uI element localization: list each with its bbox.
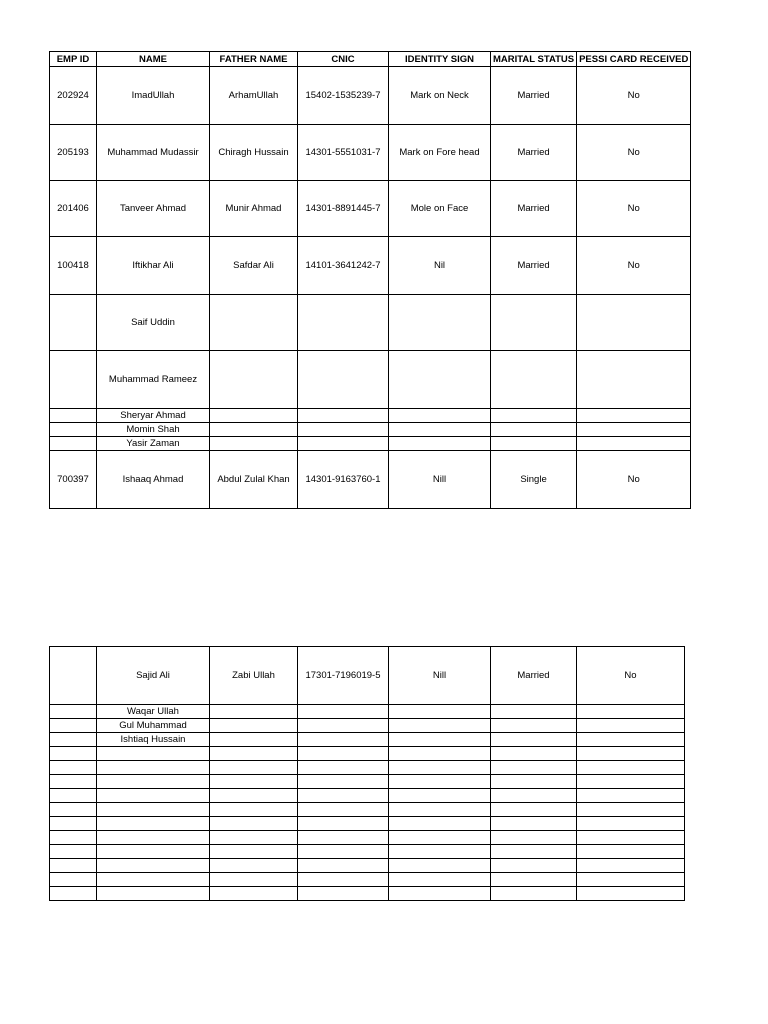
cell-identity-sign xyxy=(389,845,491,859)
cell-father-name: Munir Ahmad xyxy=(210,181,298,237)
cell-identity-sign xyxy=(389,719,491,733)
cell-name: Gul Muhammad xyxy=(97,719,210,733)
cell-identity-sign xyxy=(389,775,491,789)
cell-emp-id xyxy=(50,351,97,409)
table-row xyxy=(50,647,685,705)
cell-cnic xyxy=(298,831,389,845)
cell-identity-sign xyxy=(389,873,491,887)
cell-cnic xyxy=(298,423,389,437)
cell-identity-sign xyxy=(389,351,491,409)
cell-pessi-card-received xyxy=(577,761,685,775)
cell-identity-sign: Nill xyxy=(389,647,491,705)
cell-marital-status xyxy=(491,873,577,887)
cell-identity-sign xyxy=(389,817,491,831)
cell-marital-status xyxy=(491,845,577,859)
cell-pessi-card-received xyxy=(577,351,691,409)
table-row xyxy=(50,887,685,901)
cell-name xyxy=(97,873,210,887)
cell-father-name xyxy=(210,705,298,719)
cell-pessi-card-received xyxy=(577,789,685,803)
cell-cnic xyxy=(298,873,389,887)
cell-father-name xyxy=(210,437,298,451)
cell-marital-status: Single xyxy=(491,451,577,509)
cell-cnic: 14301-8891445-7 xyxy=(298,181,389,237)
cell-cnic xyxy=(298,817,389,831)
cell-emp-id: 100418 xyxy=(50,237,97,295)
cell-identity-sign xyxy=(389,887,491,901)
cell-name xyxy=(97,747,210,761)
cell-identity-sign xyxy=(389,295,491,351)
table-row xyxy=(50,719,685,733)
table-row xyxy=(50,437,691,451)
cell-emp-id xyxy=(50,887,97,901)
cell-pessi-card-received xyxy=(577,733,685,747)
cell-marital-status xyxy=(491,747,577,761)
cell-name: Sajid Ali xyxy=(97,647,210,705)
cell-identity-sign xyxy=(389,733,491,747)
cell-father-name: Abdul Zulal Khan xyxy=(210,451,298,509)
table-row xyxy=(50,789,685,803)
cell-emp-id xyxy=(50,295,97,351)
cell-marital-status xyxy=(491,831,577,845)
cell-emp-id xyxy=(50,733,97,747)
table-row xyxy=(50,67,691,125)
cell-name: Tanveer Ahmad xyxy=(97,181,210,237)
header-father-name: FATHER NAME xyxy=(210,52,298,67)
cell-cnic xyxy=(298,719,389,733)
cell-identity-sign: Nil xyxy=(389,237,491,295)
cell-marital-status xyxy=(491,705,577,719)
cell-marital-status: Married xyxy=(491,181,577,237)
header-pessi-card-received: PESSI CARD RECEIVED xyxy=(577,52,691,67)
cell-pessi-card-received xyxy=(577,887,685,901)
cell-identity-sign: Mole on Face xyxy=(389,181,491,237)
table-row xyxy=(50,295,691,351)
cell-identity-sign xyxy=(389,789,491,803)
cell-pessi-card-received xyxy=(577,295,691,351)
cell-emp-id xyxy=(50,747,97,761)
cell-marital-status xyxy=(491,775,577,789)
cell-marital-status xyxy=(491,817,577,831)
cell-cnic xyxy=(298,351,389,409)
table-row xyxy=(50,873,685,887)
cell-emp-id xyxy=(50,775,97,789)
cell-identity-sign: Nill xyxy=(389,451,491,509)
employee-table-continued xyxy=(49,646,685,901)
cell-cnic: 14101-3641242-7 xyxy=(298,237,389,295)
cell-identity-sign xyxy=(389,747,491,761)
cell-emp-id xyxy=(50,817,97,831)
cell-cnic xyxy=(298,747,389,761)
cell-name: Momin Shah xyxy=(97,423,210,437)
cell-pessi-card-received xyxy=(577,747,685,761)
cell-identity-sign xyxy=(389,761,491,775)
cell-identity-sign xyxy=(389,423,491,437)
table-row xyxy=(50,733,685,747)
cell-pessi-card-received xyxy=(577,437,691,451)
cell-emp-id: 700397 xyxy=(50,451,97,509)
cell-father-name xyxy=(210,873,298,887)
table-row xyxy=(50,859,685,873)
cell-name: ImadUllah xyxy=(97,67,210,125)
table-row xyxy=(50,845,685,859)
cell-identity-sign xyxy=(389,831,491,845)
cell-cnic xyxy=(298,761,389,775)
cell-marital-status xyxy=(491,789,577,803)
cell-pessi-card-received xyxy=(577,831,685,845)
cell-emp-id xyxy=(50,423,97,437)
cell-cnic xyxy=(298,859,389,873)
cell-identity-sign xyxy=(389,859,491,873)
cell-emp-id: 201406 xyxy=(50,181,97,237)
cell-name xyxy=(97,775,210,789)
cell-father-name xyxy=(210,295,298,351)
cell-name xyxy=(97,803,210,817)
cell-pessi-card-received xyxy=(577,409,691,423)
cell-father-name xyxy=(210,747,298,761)
cell-father-name: Zabi Ullah xyxy=(210,647,298,705)
cell-emp-id xyxy=(50,859,97,873)
cell-name xyxy=(97,789,210,803)
cell-father-name xyxy=(210,719,298,733)
cell-identity-sign xyxy=(389,409,491,423)
cell-pessi-card-received: No xyxy=(577,67,691,125)
table-row xyxy=(50,705,685,719)
cell-father-name xyxy=(210,845,298,859)
cell-father-name: Safdar Ali xyxy=(210,237,298,295)
cell-pessi-card-received xyxy=(577,859,685,873)
cell-emp-id xyxy=(50,803,97,817)
cell-emp-id xyxy=(50,437,97,451)
cell-cnic xyxy=(298,733,389,747)
cell-pessi-card-received xyxy=(577,873,685,887)
cell-father-name xyxy=(210,789,298,803)
cell-name: Waqar Ullah xyxy=(97,705,210,719)
cell-marital-status: Married xyxy=(491,67,577,125)
cell-father-name xyxy=(210,423,298,437)
cell-cnic xyxy=(298,295,389,351)
cell-cnic xyxy=(298,409,389,423)
cell-name xyxy=(97,887,210,901)
cell-cnic xyxy=(298,437,389,451)
cell-emp-id xyxy=(50,789,97,803)
cell-cnic: 17301-7196019-5 xyxy=(298,647,389,705)
table-row xyxy=(50,237,691,295)
cell-identity-sign: Mark on Fore head xyxy=(389,125,491,181)
table-row xyxy=(50,351,691,409)
cell-pessi-card-received: No xyxy=(577,181,691,237)
header-row xyxy=(50,52,691,67)
header-name: NAME xyxy=(97,52,210,67)
cell-name xyxy=(97,845,210,859)
cell-father-name xyxy=(210,803,298,817)
cell-identity-sign xyxy=(389,437,491,451)
cell-father-name xyxy=(210,775,298,789)
cell-emp-id xyxy=(50,831,97,845)
cell-emp-id: 202924 xyxy=(50,67,97,125)
cell-father-name xyxy=(210,831,298,845)
table-row xyxy=(50,817,685,831)
cell-father-name xyxy=(210,887,298,901)
table-row xyxy=(50,451,691,509)
cell-marital-status xyxy=(491,295,577,351)
cell-cnic xyxy=(298,705,389,719)
cell-emp-id xyxy=(50,719,97,733)
table-row xyxy=(50,181,691,237)
cell-father-name xyxy=(210,859,298,873)
cell-marital-status xyxy=(491,761,577,775)
cell-name: Saif Uddin xyxy=(97,295,210,351)
cell-emp-id xyxy=(50,761,97,775)
cell-marital-status: Married xyxy=(491,125,577,181)
cell-emp-id xyxy=(50,845,97,859)
cell-pessi-card-received xyxy=(577,817,685,831)
cell-name: Sheryar Ahmad xyxy=(97,409,210,423)
cell-name: Yasir Zaman xyxy=(97,437,210,451)
cell-father-name: Chiragh Hussain xyxy=(210,125,298,181)
cell-marital-status xyxy=(491,719,577,733)
cell-marital-status: Married xyxy=(491,237,577,295)
cell-marital-status xyxy=(491,859,577,873)
employee-table xyxy=(49,51,691,509)
cell-marital-status xyxy=(491,437,577,451)
cell-name xyxy=(97,817,210,831)
cell-pessi-card-received xyxy=(577,705,685,719)
table-row xyxy=(50,423,691,437)
cell-name: Iftikhar Ali xyxy=(97,237,210,295)
cell-name: Muhammad Mudassir xyxy=(97,125,210,181)
cell-pessi-card-received: No xyxy=(577,647,685,705)
header-marital-status: MARITAL STATUS xyxy=(491,52,577,67)
header-emp-id: EMP ID xyxy=(50,52,97,67)
cell-emp-id xyxy=(50,409,97,423)
cell-name: Muhammad Rameez xyxy=(97,351,210,409)
cell-name: Ishaaq Ahmad xyxy=(97,451,210,509)
cell-identity-sign xyxy=(389,803,491,817)
cell-emp-id: 205193 xyxy=(50,125,97,181)
cell-pessi-card-received xyxy=(577,775,685,789)
cell-marital-status xyxy=(491,351,577,409)
cell-cnic: 15402-1535239-7 xyxy=(298,67,389,125)
cell-marital-status xyxy=(491,409,577,423)
table-row xyxy=(50,775,685,789)
cell-father-name xyxy=(210,409,298,423)
header-cnic: CNIC xyxy=(298,52,389,67)
cell-cnic xyxy=(298,845,389,859)
cell-pessi-card-received: No xyxy=(577,237,691,295)
header-identity-sign: IDENTITY SIGN xyxy=(389,52,491,67)
cell-name xyxy=(97,859,210,873)
cell-father-name xyxy=(210,761,298,775)
cell-marital-status xyxy=(491,423,577,437)
cell-father-name: ArhamUllah xyxy=(210,67,298,125)
cell-cnic xyxy=(298,789,389,803)
cell-father-name xyxy=(210,817,298,831)
cell-name: Ishtiaq Hussain xyxy=(97,733,210,747)
cell-cnic xyxy=(298,887,389,901)
cell-cnic: 14301-5551031-7 xyxy=(298,125,389,181)
cell-marital-status xyxy=(491,733,577,747)
cell-pessi-card-received xyxy=(577,719,685,733)
cell-identity-sign xyxy=(389,705,491,719)
cell-name xyxy=(97,831,210,845)
cell-pessi-card-received xyxy=(577,845,685,859)
cell-emp-id xyxy=(50,705,97,719)
cell-marital-status xyxy=(491,887,577,901)
cell-pessi-card-received xyxy=(577,423,691,437)
cell-father-name xyxy=(210,351,298,409)
cell-pessi-card-received: No xyxy=(577,125,691,181)
cell-identity-sign: Mark on Neck xyxy=(389,67,491,125)
table-row xyxy=(50,409,691,423)
table-row xyxy=(50,747,685,761)
cell-emp-id xyxy=(50,647,97,705)
cell-cnic xyxy=(298,803,389,817)
cell-father-name xyxy=(210,733,298,747)
cell-cnic: 14301-9163760-1 xyxy=(298,451,389,509)
cell-name xyxy=(97,761,210,775)
table-row xyxy=(50,803,685,817)
table-row xyxy=(50,125,691,181)
cell-pessi-card-received xyxy=(577,803,685,817)
table-row xyxy=(50,831,685,845)
table-row xyxy=(50,761,685,775)
cell-emp-id xyxy=(50,873,97,887)
cell-marital-status xyxy=(491,803,577,817)
cell-pessi-card-received: No xyxy=(577,451,691,509)
cell-marital-status: Married xyxy=(491,647,577,705)
cell-cnic xyxy=(298,775,389,789)
